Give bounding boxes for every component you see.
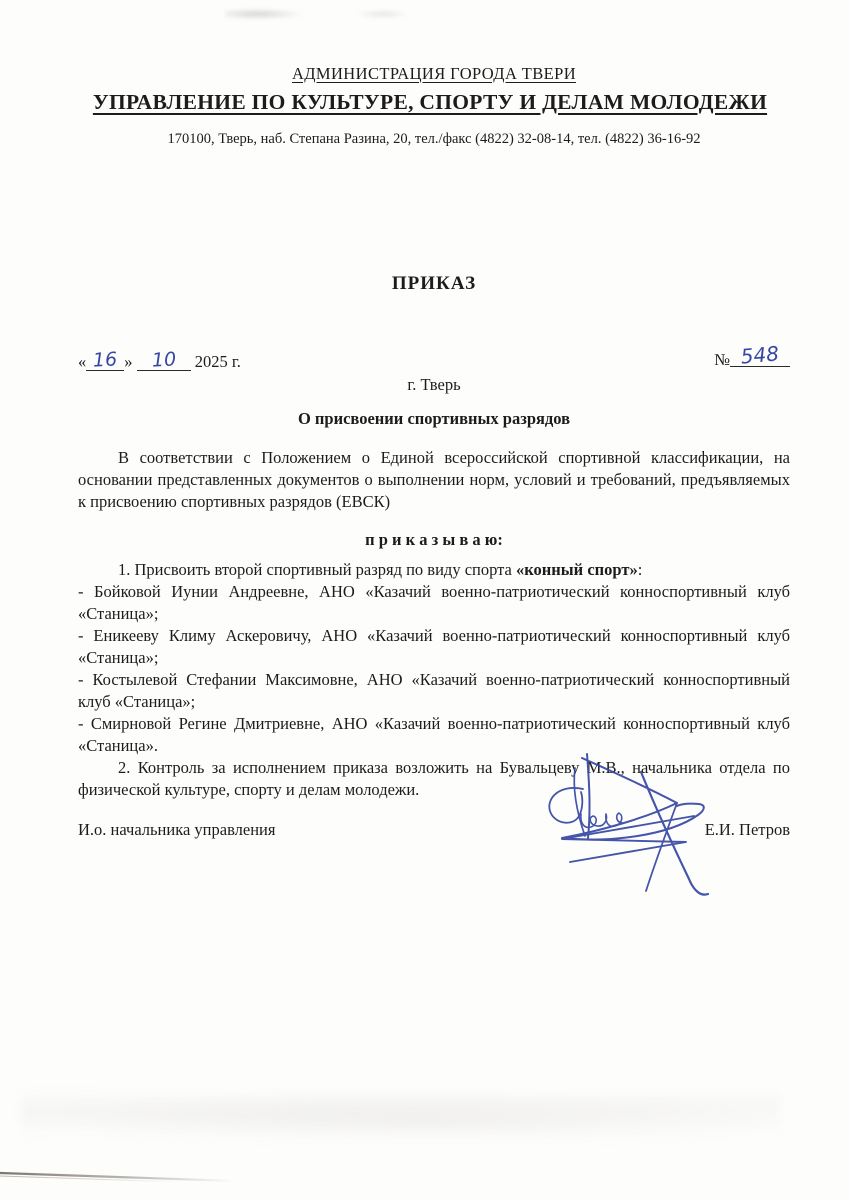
scan-smudge [225, 8, 305, 20]
order-body [78, 559, 790, 801]
recipient-line: - Бойковой Иунии Андреевне, АНО «Казачий военно-патриотический конноспортивный клуб «Станица»; [78, 582, 790, 623]
close-quote: » [124, 352, 133, 371]
scan-noise-band [20, 1092, 780, 1142]
item-1-colon: : [637, 560, 643, 579]
item-1 [78, 559, 790, 581]
letterhead-address: 170100, Тверь, наб. Степана Разина, 20, тел./факс (4822) 32-08-14, тел. (4822) 36-16-92 [167, 131, 701, 147]
order-word: п р и к а з ы в а ю: [365, 530, 503, 549]
item-1-sport-bold: «конный спорт» [516, 560, 638, 579]
scan-edge-line [0, 1166, 420, 1192]
recipient-line: - Еникееву Климу Аскеровичу, АНО «Казачий военно-патриотический конноспортивный клуб «Станица»; [78, 626, 790, 667]
day-underline [86, 350, 124, 371]
order-number [714, 341, 790, 370]
recipient-line: - Смирновой Регине Дмитриевне, АНО «Казачий военно-патриотический конноспортивный клуб «Станица». [78, 714, 790, 755]
preamble-paragraph: В соответствии с Положением о Единой всероссийской спортивной классификации, на основании представленных документов о выполнении норм, условий и требований, предъявляемых к присвоению спортивных разрядов (ЕВСК) [78, 448, 790, 511]
letterhead-department: УПРАВЛЕНИЕ ПО КУЛЬТУРЕ, СПОРТУ И ДЕЛАМ МОЛОДЕЖИ [92, 90, 768, 114]
order-subject: О присвоении спортивных разрядов [297, 409, 571, 428]
month-underline [137, 350, 191, 371]
item-1-text: 1. Присвоить второй спортивный разряд по виду спорта [118, 560, 516, 579]
order-title: ПРИКАЗ [391, 273, 477, 294]
handwritten-day: 16 [92, 348, 118, 372]
signer-name: Е.И. Петров [704, 820, 790, 839]
open-quote: « [78, 352, 87, 371]
signer-position: И.о. начальника управления [78, 820, 276, 839]
scan-smudge [355, 9, 410, 19]
order-date [78, 350, 241, 372]
letterhead-administration: АДМИНИСТРАЦИЯ ГОРОДА ТВЕРИ [291, 64, 577, 83]
date-number-row [78, 341, 790, 374]
signature-row [78, 820, 790, 840]
handwritten-number: 548 [739, 341, 780, 369]
number-label: № [714, 350, 730, 369]
order-year: 2025 г. [194, 352, 241, 371]
handwritten-month: 10 [150, 348, 177, 372]
order-place: г. Тверь [407, 375, 461, 394]
item-2: 2. Контроль за исполнением приказа возложить на Бувальцеву М.В., начальника отдела по физической культуре, спорту и делам молодежи. [78, 758, 790, 799]
recipient-line: - Костылевой Стефании Максимовне, АНО «Казачий военно-патриотический конноспортивный клуб «Станица»; [78, 670, 790, 711]
number-underline [730, 341, 790, 369]
